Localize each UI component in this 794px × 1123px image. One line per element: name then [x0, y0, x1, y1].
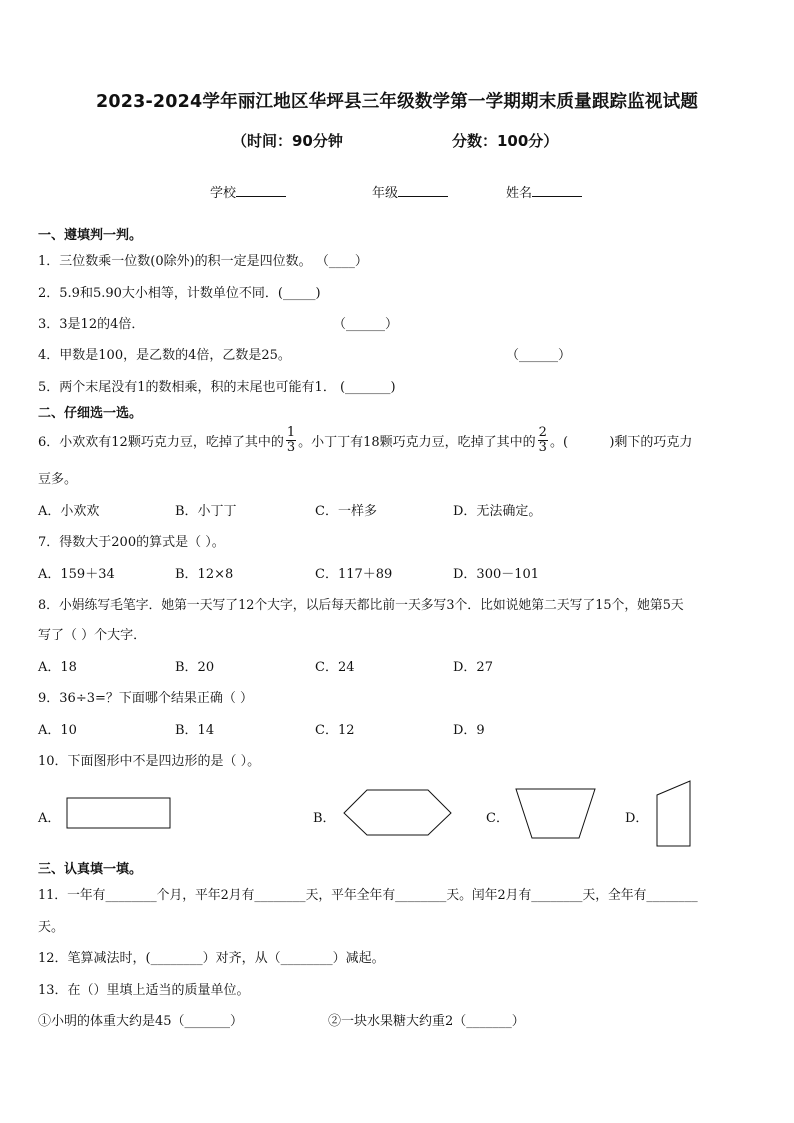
question-10: 10．下面图形中不是四边形的是（ ）。 [38, 754, 261, 769]
q10-option-d-label[interactable]: D． [625, 811, 649, 826]
q9-option-a[interactable]: A．10 [38, 723, 77, 738]
question-4-blank[interactable]: （______） [506, 348, 572, 363]
grade-field[interactable] [372, 182, 448, 201]
question-13: 13．在（）里填上适当的质量单位。 [38, 983, 250, 998]
grade-label: 年级 [372, 186, 399, 201]
q7-option-c[interactable]: C．117＋89 [315, 567, 393, 582]
q9-option-c[interactable]: C．12 [315, 723, 355, 738]
question-5: 5．两个末尾没有1的数相乘，积的末尾也可能有1． (_______) [38, 380, 396, 395]
question-6-text-b: 。小丁丁有18颗巧克力豆，吃掉了其中的 [298, 435, 536, 450]
section-3-title: 三、认真填一填。 [38, 862, 143, 877]
q7-option-d[interactable]: D．300－101 [453, 567, 540, 582]
fraction-numerator: 1 [286, 425, 296, 440]
question-8-line2: 写了（ ）个大字． [38, 628, 147, 643]
question-11-line1: 11．一年有________个月，平年2月有________天，平年全年有________天。闰年2月有________天，全年有________ [38, 888, 698, 903]
name-field[interactable] [506, 182, 582, 201]
question-1: 1．三位数乘一位数(0除外)的积一定是四位数。 （____） [38, 254, 368, 269]
school-blank[interactable] [236, 182, 286, 197]
question-6-line1 [38, 426, 692, 455]
q7-option-a[interactable]: A．159＋34 [38, 567, 115, 582]
page-title: 2023-2024学年丽江地区华坪县三年级数学第一学期期末质量跟踪监视试题 [95, 92, 699, 112]
section-2-title: 二、仔细选一选。 [38, 406, 143, 421]
exam-score: 分数：100分） [452, 132, 559, 150]
q10-option-a-label[interactable]: A． [38, 811, 61, 826]
fraction-numerator: 2 [538, 425, 547, 440]
hexagon-shape [342, 788, 454, 838]
fraction-denominator: 3 [538, 440, 547, 455]
q8-option-d[interactable]: D．27 [453, 660, 493, 675]
fraction-two-thirds [538, 426, 548, 455]
question-8-line1: 8．小娟练写毛笔字．她第一天写了12个大字，以后每天都比前一天多写3个．比如说她第二天写了15个，她第5天 [38, 598, 684, 613]
fraction-one-third [286, 426, 296, 455]
right-trapezoid-shape [654, 779, 694, 849]
question-3-blank[interactable]: （______） [333, 317, 399, 332]
school-label: 学校 [210, 186, 237, 201]
question-4: 4．甲数是100，是乙数的4倍，乙数是25。 [38, 348, 291, 363]
q7-option-b[interactable]: B．12×8 [175, 567, 234, 582]
q8-option-a[interactable]: A．18 [38, 660, 77, 675]
question-2: 2．5.9和5.90大小相等，计数单位不同．(_____) [38, 286, 321, 301]
q10-option-b-label[interactable]: B． [313, 811, 336, 826]
question-6-line2: 豆多。 [38, 472, 78, 487]
name-blank[interactable] [532, 182, 582, 197]
q8-option-c[interactable]: C．24 [315, 660, 355, 675]
q6-option-d[interactable]: D．无法确定。 [453, 504, 542, 519]
school-field[interactable] [210, 182, 286, 201]
q9-option-b[interactable]: B．14 [175, 723, 215, 738]
q9-option-d[interactable]: D．9 [453, 723, 485, 738]
section-1-title: 一、遵填判一判。 [38, 228, 143, 243]
question-11-line2: 天。 [38, 920, 65, 935]
question-3: 3．3是12的4倍． [38, 317, 145, 332]
q6-option-c[interactable]: C．一样多 [315, 504, 377, 519]
grade-blank[interactable] [398, 182, 448, 197]
rectangle-shape [66, 797, 172, 831]
question-7: 7．得数大于200的算式是（ ）。 [38, 535, 225, 550]
question-9: 9．36÷3=？下面哪个结果正确（ ） [38, 691, 254, 706]
name-label: 姓名 [506, 186, 533, 201]
question-12: 12．笔算减法时，(________）对齐，从（________）减起。 [38, 951, 385, 966]
q8-option-b[interactable]: B．20 [175, 660, 215, 675]
q6-option-b[interactable]: B．小丁丁 [175, 504, 237, 519]
question-13-part-2: ②一块水果糖大约重2（_______） [328, 1014, 525, 1029]
exam-time: （时间：90分钟 [232, 132, 343, 150]
q6-option-a[interactable]: A．小欢欢 [38, 504, 100, 519]
question-6-text-a: 6．小欢欢有12颗巧克力豆，吃掉了其中的 [38, 435, 284, 450]
q10-option-c-label[interactable]: C． [486, 811, 509, 826]
question-13-part-1: ①小明的体重大约是45（_______） [38, 1014, 244, 1029]
question-6-text-c: 。( )剩下的巧克力 [549, 435, 693, 450]
fraction-denominator: 3 [286, 440, 296, 455]
trapezoid-shape [514, 787, 598, 841]
